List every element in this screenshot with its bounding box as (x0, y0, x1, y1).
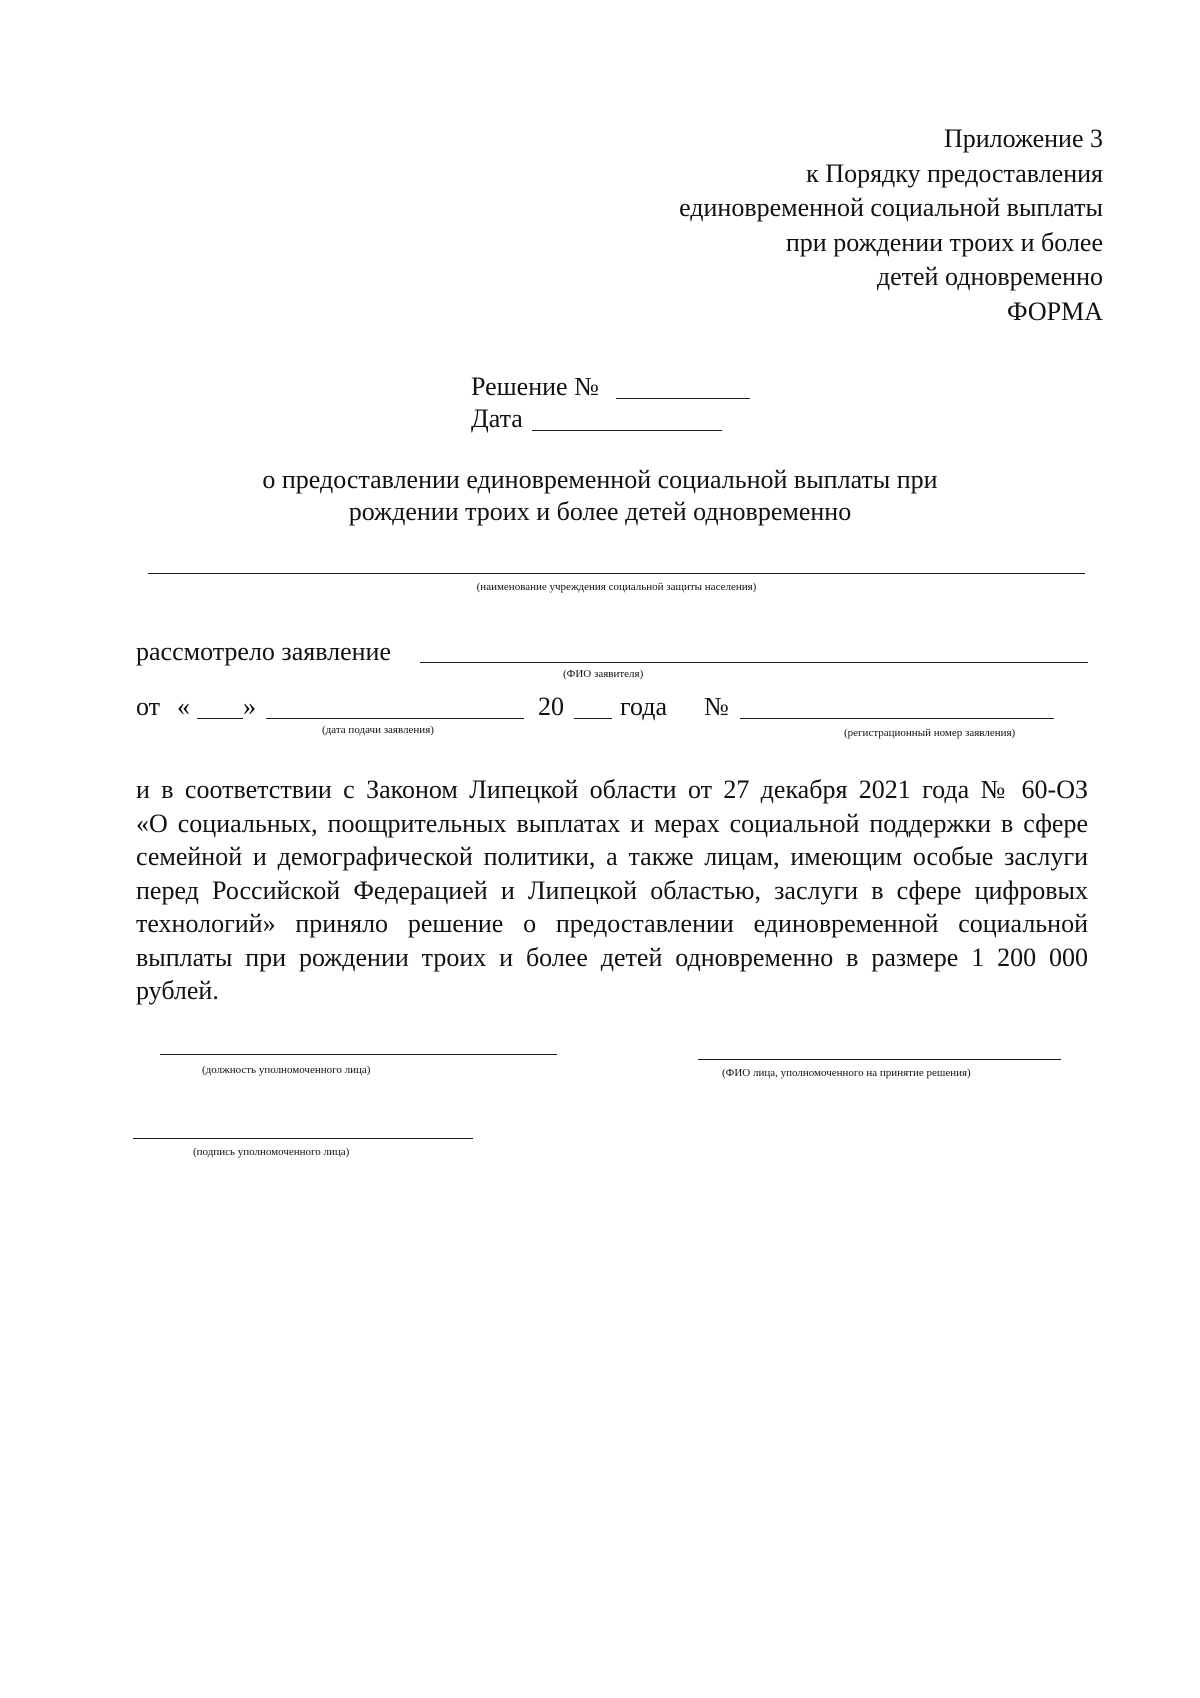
year-field[interactable] (574, 718, 612, 719)
decision-number-field[interactable] (616, 398, 750, 399)
body-line: рублей. (136, 976, 219, 1005)
body-line: перед Российской Федерацией и Липецкой областью, заслуги в сфере цифровых (136, 875, 1088, 905)
decision-date-label: Дата (471, 404, 523, 433)
applicant-caption: (ФИО заявителя) (563, 668, 644, 680)
position-field[interactable] (160, 1054, 557, 1055)
appendix-line: детей одновременно (876, 262, 1103, 291)
body-line: семейной и демографической политики, а также лицам, имеющим особые заслуги (136, 842, 1088, 871)
reviewed-label: рассмотрело заявление (136, 637, 392, 666)
appendix-line: при рождении троих и более (785, 227, 1103, 257)
year-prefix: 20 (538, 692, 564, 721)
from-label: от (136, 692, 161, 721)
appendix-line: Приложение 3 (943, 124, 1103, 153)
number-sign: № (704, 692, 729, 721)
signature-caption: (подпись уполномоченного лица) (193, 1146, 350, 1158)
appendix-line: к Порядку предоставления (806, 158, 1103, 188)
registration-number-field[interactable] (740, 718, 1054, 719)
applicant-fio-field[interactable] (420, 662, 1088, 663)
decision-number-label: Решение № (471, 372, 599, 401)
document-title-line1: о предоставлении единовременной социальной выплаты при (262, 465, 938, 494)
registration-caption: (регистрационный номер заявления) (844, 727, 1016, 739)
body-line: «О социальных, поощрительных выплатах и мерах социальной поддержки в сфере (136, 808, 1088, 838)
body-line: выплаты при рождении троих и более детей одновременно в размере 1 200 000 (136, 942, 1088, 972)
form-label: ФОРМА (1007, 296, 1103, 326)
institution-caption: (наименование учреждения социальной защиты населения) (476, 581, 757, 593)
authorized-fio-field[interactable] (698, 1059, 1061, 1060)
body-line: и в соответствии с Законом Липецкой области от 27 декабря 2021 года № 60-ОЗ (136, 775, 1088, 804)
month-field[interactable] (266, 718, 524, 719)
decision-body (136, 773, 1088, 1008)
appendix-line: единовременной социальной выплаты (679, 193, 1103, 222)
date-caption: (дата подачи заявления) (322, 724, 434, 736)
body-line: технологий» приняло решение о предоставлении единовременной социальной (136, 909, 1088, 938)
appendix-block (679, 122, 1103, 329)
quote-open: « (177, 692, 190, 721)
quote-close: » (243, 692, 256, 721)
signature-field[interactable] (133, 1138, 473, 1139)
day-field[interactable] (197, 718, 243, 719)
year-suffix: года (620, 692, 668, 721)
decision-date-field[interactable] (532, 430, 722, 431)
authorized-fio-caption: (ФИО лица, уполномоченного на принятие решения) (722, 1067, 971, 1079)
document-title-line2: рождении троих и более детей одновременно (348, 497, 852, 526)
institution-name-field[interactable] (148, 573, 1085, 574)
position-caption: (должность уполномоченного лица) (202, 1064, 371, 1076)
